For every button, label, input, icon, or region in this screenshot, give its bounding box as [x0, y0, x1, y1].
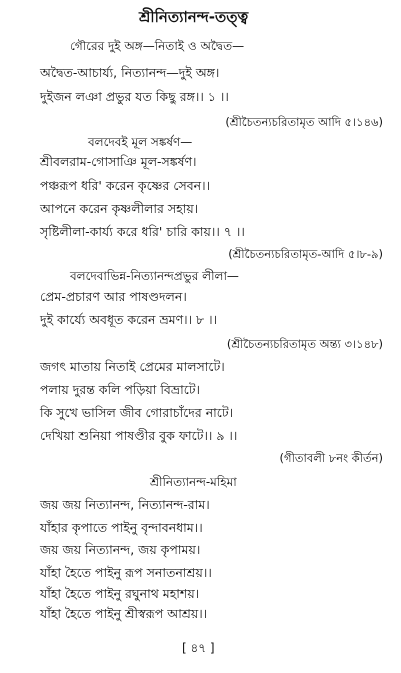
verse-line: যাঁহা হৈতে পাইনু রঘুনাথ মহাশয়। — [40, 586, 200, 601]
verse-line: শ্রীবলরাম-গোসাঞি মূল-সঙ্কর্ষণ। — [40, 154, 197, 169]
verse-line: যাঁহা হৈতে পাইনু শ্রীস্বরূপ আশ্রয়।। — [40, 606, 208, 621]
verse-line: জয় জয় নিত্যানন্দ, জয় কৃপাময়। — [40, 542, 201, 557]
verse-line: জগৎ মাতায় নিতাই প্রেমের মালসাটে। — [40, 359, 225, 374]
verse-line: প্রেম-প্রচারণ আর পাষণ্ডদলন। — [40, 289, 187, 304]
verse-line: পঞ্চরূপ ধরি' করেন কৃষ্ণের সেবন।। — [40, 178, 211, 193]
verse-line: যাঁহা হৈতে পাইনু রূপ সনাতনাশ্রয়।। — [40, 565, 212, 580]
verse-line: দেখিয়া শুনিয়া পাষণ্ডীর বুক ফাটে।। ৯ ।। — [40, 428, 238, 443]
section-heading: গৌরের দুই অঙ্গ—নিতাই ও অদ্বৈত— — [70, 39, 245, 53]
section-heading: বলদেবই মূল সঙ্কর্ষণ— — [88, 135, 193, 149]
verse-reference: (শ্রীচৈতন্যচরিতামৃত আদি ৫।১৪৬) — [225, 115, 383, 129]
verse-reference: (শ্রীচৈতন্যচরিতামৃত-আদি ৫।৮-৯) — [228, 247, 383, 261]
verse-line: সৃষ্টিলীলা-কার্য্য করে ধরি' চারি কায়।। ৭ ।। — [40, 224, 245, 239]
verse-line: আপনে করেন কৃষ্ণলীলার সহায়। — [40, 201, 199, 216]
verse-line: দুই কার্য্যে অবধূত করেন ভ্রমণ।। ৮ ।। — [40, 312, 218, 327]
verse-line: অদ্বৈত-আচার্য্য, নিত্যানন্দ—দুই অঙ্গ। — [40, 65, 220, 80]
section-heading: বলদেবাভিন্ন-নিত্যানন্দপ্রভুর লীলা— — [70, 269, 239, 283]
page-number: [ ৪৭ ] — [182, 641, 215, 655]
section-title: শ্রীনিত্যানন্দ-মহিমা — [150, 475, 237, 489]
verse-line: জয় জয় নিত্যানন্দ, নিত্যানন্দ-রাম। — [40, 497, 210, 512]
page-title: শ্রীনিত্যানন্দ-তত্ত্ব — [139, 8, 249, 26]
verse-reference: (শ্রীচৈতন্যচরিতামৃত অন্ত্য ৩।১৪৮) — [226, 337, 383, 351]
verse-line: যাঁহার কৃপাতে পাইনু বৃন্দাবনধাম।। — [40, 520, 203, 535]
verse-line: কি সুখে ভাসিল জীব গোরাচাঁদের নাটে। — [40, 405, 234, 420]
verse-line: পলায় দুরন্ত কলি পড়িয়া বিভ্রাটে। — [40, 382, 200, 397]
verse-reference: (গীতাবলী ৮নং কীর্তন) — [279, 451, 383, 465]
verse-line: দুইজন লঞা প্রভুর যত কিছু রঙ্গ।। ১ ।। — [40, 89, 229, 104]
